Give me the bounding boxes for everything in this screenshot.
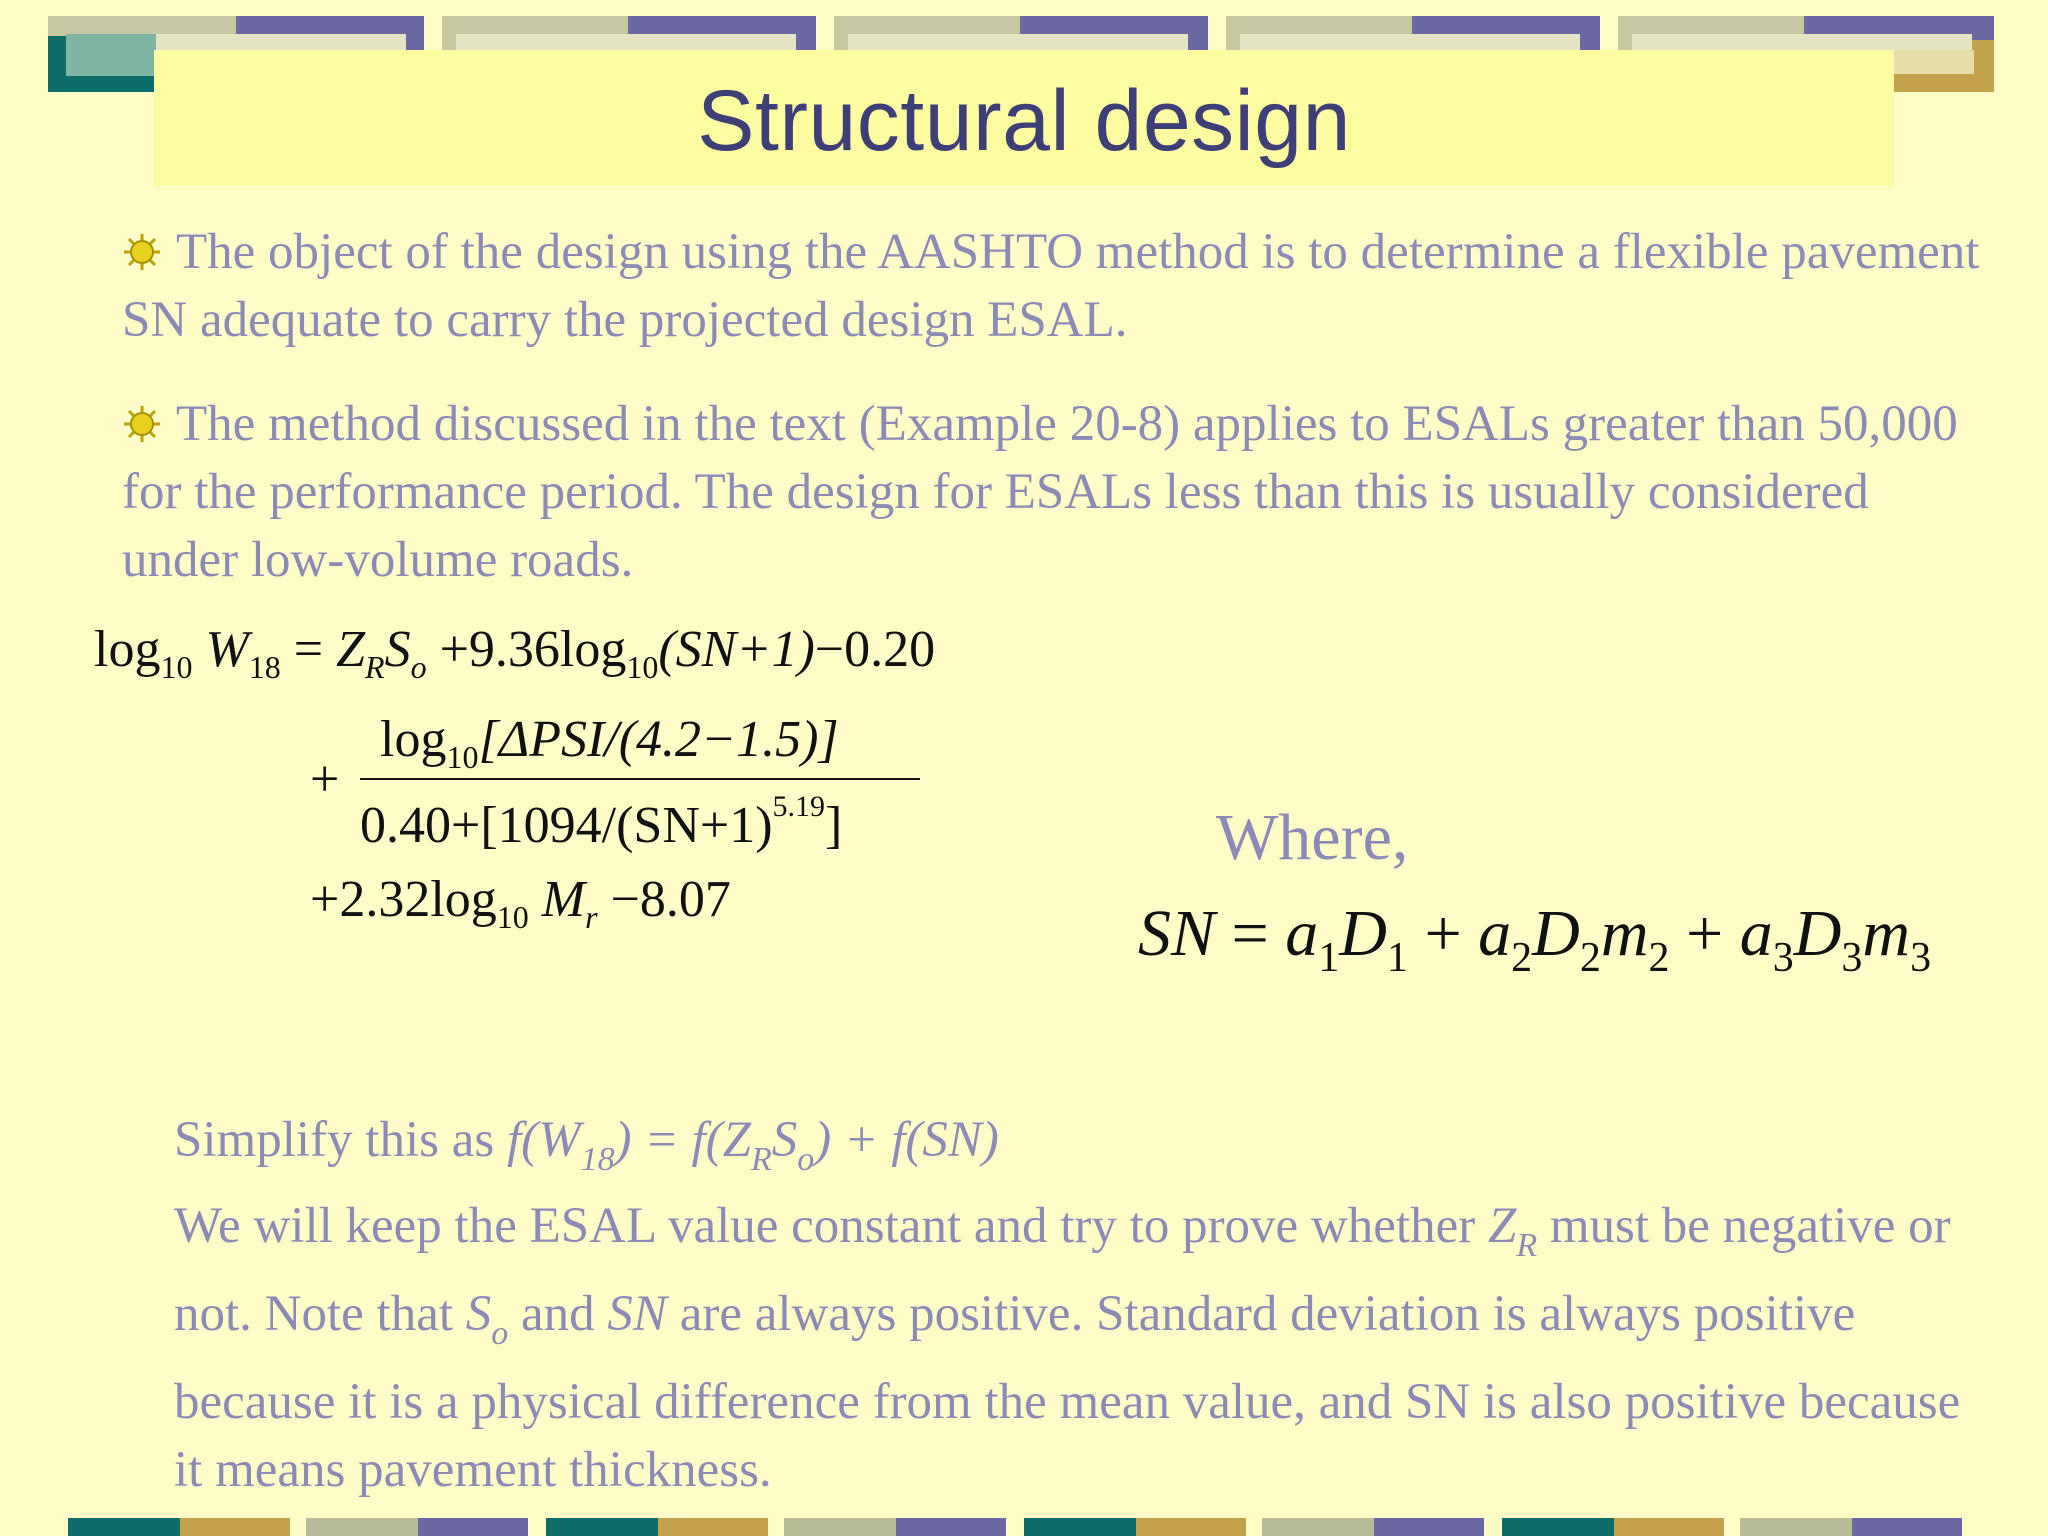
eq-text: a bbox=[1285, 897, 1319, 970]
eq-superscript: 5.19 bbox=[772, 790, 826, 823]
eq-plus: + bbox=[310, 751, 340, 808]
deco-tile bbox=[658, 1518, 768, 1536]
deco-tile bbox=[418, 1518, 528, 1536]
body-subscript: R bbox=[751, 1141, 772, 1178]
deco-tile bbox=[1740, 1518, 1852, 1536]
eq-text: log bbox=[430, 871, 497, 928]
deco-tile bbox=[1024, 1518, 1136, 1536]
eq-text: M bbox=[541, 871, 586, 928]
eq-text: SN bbox=[1138, 897, 1216, 970]
deco-tile bbox=[546, 1518, 658, 1536]
deco-tile bbox=[896, 1518, 1006, 1536]
sn-equation bbox=[1138, 896, 1931, 982]
eq-text: = bbox=[293, 621, 324, 678]
eq-subscript: 1 bbox=[1386, 935, 1408, 981]
body-text: SN bbox=[607, 1286, 667, 1342]
eq-text: a bbox=[1739, 897, 1773, 970]
equation-numerator bbox=[380, 710, 839, 776]
where-label: Where, bbox=[1216, 801, 1409, 874]
equation-denominator bbox=[360, 790, 842, 855]
eq-subscript: 3 bbox=[1772, 935, 1794, 981]
body-text: f(W bbox=[506, 1112, 581, 1168]
body-subscript: R bbox=[1516, 1227, 1538, 1264]
eq-text: −8.07 bbox=[610, 871, 731, 928]
eq-text: 0.40+[1094/(SN+1) bbox=[360, 797, 773, 854]
body-text: We will keep the ESAL value constant and try to prove whether bbox=[174, 1198, 1488, 1254]
deco-tile bbox=[1890, 50, 1974, 74]
eq-text: ] bbox=[825, 797, 843, 854]
eq-text: = bbox=[1231, 897, 1269, 970]
fraction-bar bbox=[360, 778, 920, 780]
eq-subscript: 3 bbox=[1841, 935, 1863, 981]
eq-text: + bbox=[1424, 897, 1462, 970]
bullet-text: The object of the design using the AASHTO method is to determine a flexible pavement SN adequate to carry the projected design ESAL. bbox=[122, 224, 1980, 348]
explanation-paragraph bbox=[174, 1192, 1994, 1504]
aashto-equation bbox=[94, 610, 1094, 950]
eq-subscript: 10 bbox=[160, 649, 193, 685]
simplify-line bbox=[174, 1106, 1994, 1194]
eq-subscript: 2 bbox=[1511, 935, 1533, 981]
body-text: are always positive. Standard deviation is always positive because it is a physical difference from the mean value, and SN is also positive because it means pavement thickness. bbox=[174, 1286, 1961, 1498]
body-subscript: o bbox=[491, 1315, 509, 1352]
eq-text: +9.36 bbox=[439, 621, 560, 678]
eq-subscript: 10 bbox=[446, 739, 479, 775]
deco-tile bbox=[306, 1518, 418, 1536]
eq-subscript: o bbox=[410, 649, 427, 685]
deco-tile bbox=[66, 34, 166, 76]
eq-text: D bbox=[1793, 897, 1842, 970]
body-text: ) + f(SN) bbox=[814, 1112, 999, 1168]
body-text: Z bbox=[1487, 1198, 1517, 1254]
body-text: Simplify this as bbox=[174, 1112, 507, 1168]
eq-subscript: r bbox=[585, 899, 598, 935]
body-text: S bbox=[465, 1286, 492, 1342]
deco-tile bbox=[1374, 1518, 1484, 1536]
eq-subscript: 1 bbox=[1318, 935, 1340, 981]
eq-text: + bbox=[1686, 897, 1724, 970]
eq-text: log bbox=[380, 711, 447, 768]
eq-subscript: 10 bbox=[626, 649, 659, 685]
body-text: S bbox=[771, 1112, 798, 1168]
eq-text: S bbox=[384, 621, 411, 678]
eq-subscript: 2 bbox=[1648, 935, 1670, 981]
equation-line-1 bbox=[94, 620, 935, 686]
eq-text: D bbox=[1532, 897, 1580, 970]
eq-subscript: 2 bbox=[1579, 935, 1601, 981]
eq-text: [ΔPSI/(4.2−1.5)] bbox=[478, 711, 839, 768]
body-text: must be negative or not. Note that bbox=[174, 1198, 1951, 1342]
body-subscript: 18 bbox=[580, 1141, 615, 1178]
eq-text: m bbox=[1600, 897, 1649, 970]
eq-subscript: 18 bbox=[248, 649, 281, 685]
body-subscript: o bbox=[797, 1141, 815, 1178]
eq-text: D bbox=[1339, 897, 1387, 970]
eq-text: log bbox=[559, 621, 627, 678]
eq-text: Z bbox=[336, 621, 366, 678]
deco-tile bbox=[68, 1518, 180, 1536]
eq-text: +2.32 bbox=[310, 871, 431, 928]
body-text: and bbox=[508, 1286, 608, 1342]
deco-tile bbox=[1852, 1518, 1962, 1536]
deco-tile bbox=[784, 1518, 896, 1536]
deco-tile bbox=[1614, 1518, 1724, 1536]
bullet-item bbox=[122, 218, 1982, 354]
eq-text: (SN+1) bbox=[658, 621, 815, 678]
bullet-text: The method discussed in the text (Example 20-8) applies to ESALs greater than 50,000 for the performance period. The design for ESALs less than this is usually considered under low-volume roads. bbox=[122, 396, 1958, 588]
eq-subscript: 3 bbox=[1910, 935, 1932, 981]
bullet-item bbox=[122, 390, 1982, 594]
deco-tile bbox=[1502, 1518, 1614, 1536]
body-text: ) = f(Z bbox=[614, 1112, 752, 1168]
eq-text: a bbox=[1478, 897, 1512, 970]
equation-line-3 bbox=[310, 870, 731, 936]
eq-subscript: R bbox=[365, 649, 385, 685]
eq-text: log bbox=[94, 621, 161, 678]
slide-title: Structural design bbox=[697, 73, 1351, 169]
eq-text: W bbox=[205, 621, 249, 678]
eq-subscript: 10 bbox=[496, 899, 529, 935]
deco-tile bbox=[1136, 1518, 1246, 1536]
deco-tile bbox=[1262, 1518, 1374, 1536]
eq-text: m bbox=[1862, 897, 1911, 970]
sun-bullet-icon bbox=[122, 404, 162, 444]
sun-bullet-icon bbox=[122, 232, 162, 272]
title-bar bbox=[154, 50, 1894, 186]
deco-tile bbox=[180, 1518, 290, 1536]
eq-text: −0.20 bbox=[814, 621, 936, 678]
